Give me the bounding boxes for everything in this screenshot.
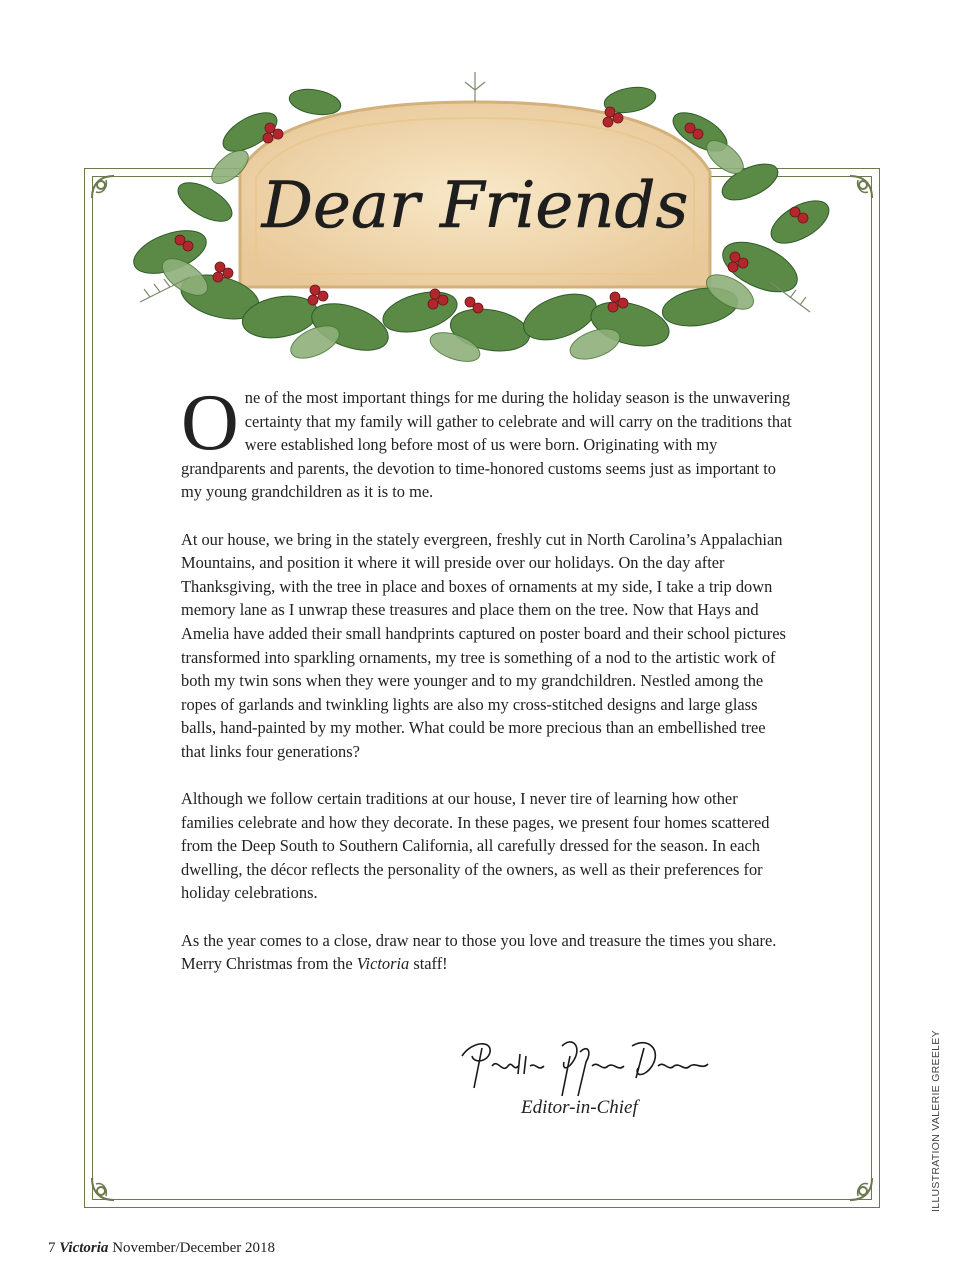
holly-wreath-illustration (110, 62, 855, 362)
letter-body (181, 379, 793, 999)
closing-paragraph: As the year comes to a close, draw near to those you love and treasure the times you share. Merry Christmas from the Victoria staff! (181, 930, 777, 974)
folio-issue: November/December 2018 (112, 1240, 276, 1256)
paragraph: Although we follow certain traditions at our house, I never tire of learning how other families celebrate and how they decorate. In these pages, we present four homes scattered from the Deep South to Southern California, all carefully dressed for the season. In each dwelling, the décor reflects the personality of the owners, as well as their preferences for holiday celebrations. (181, 789, 770, 903)
corner-ornament-icon (846, 1174, 876, 1204)
corner-ornament-icon (88, 1174, 118, 1204)
magazine-name: Victoria (356, 954, 410, 974)
heading: Dear Friends (261, 169, 689, 243)
paragraph: One of the most important things for me during the holiday season is the unwavering certainty that my family will gather to celebrate and will carry on the traditions that were established long before most of us were born. Originating with my grandparents and parents, the devotion to time-honored customs seems just as important to my young grandchildren as it is to me. (181, 379, 792, 502)
drop-cap: O (181, 379, 239, 467)
signature-title: Editor-in-Chief (521, 1097, 638, 1118)
paragraph: At our house, we bring in the stately evergreen, freshly cut in North Carolina’s Appalachian Mountains, and position it where it will preside over our holidays. On the day after Thanksgiving, with the tree in place and boxes of ornaments at my side, I take a trip down memory lane as I unwrap these treasures and place them on the tree. Now that Hays and Amelia have added their small handprints captured on poster board and their school pictures transformed into sparkling ornaments, my tree is something of a nod to the artistic work of both my twin sons when they were younger and to my grandchildren. Nestled among the ropes of garlands and twinkling lights are also my cross-stitched designs and large glass balls, hand-painted by my mother. What could be more precious than an embellished tree that links four generations? (181, 529, 786, 761)
handwritten-signature (452, 1026, 717, 1106)
illustration-credit: ILLUSTRATION VALERIE GREELEY (930, 1030, 942, 1212)
page-folio (48, 1240, 275, 1257)
page-number: 7 (48, 1240, 56, 1256)
folio-magazine: Victoria (59, 1240, 109, 1256)
